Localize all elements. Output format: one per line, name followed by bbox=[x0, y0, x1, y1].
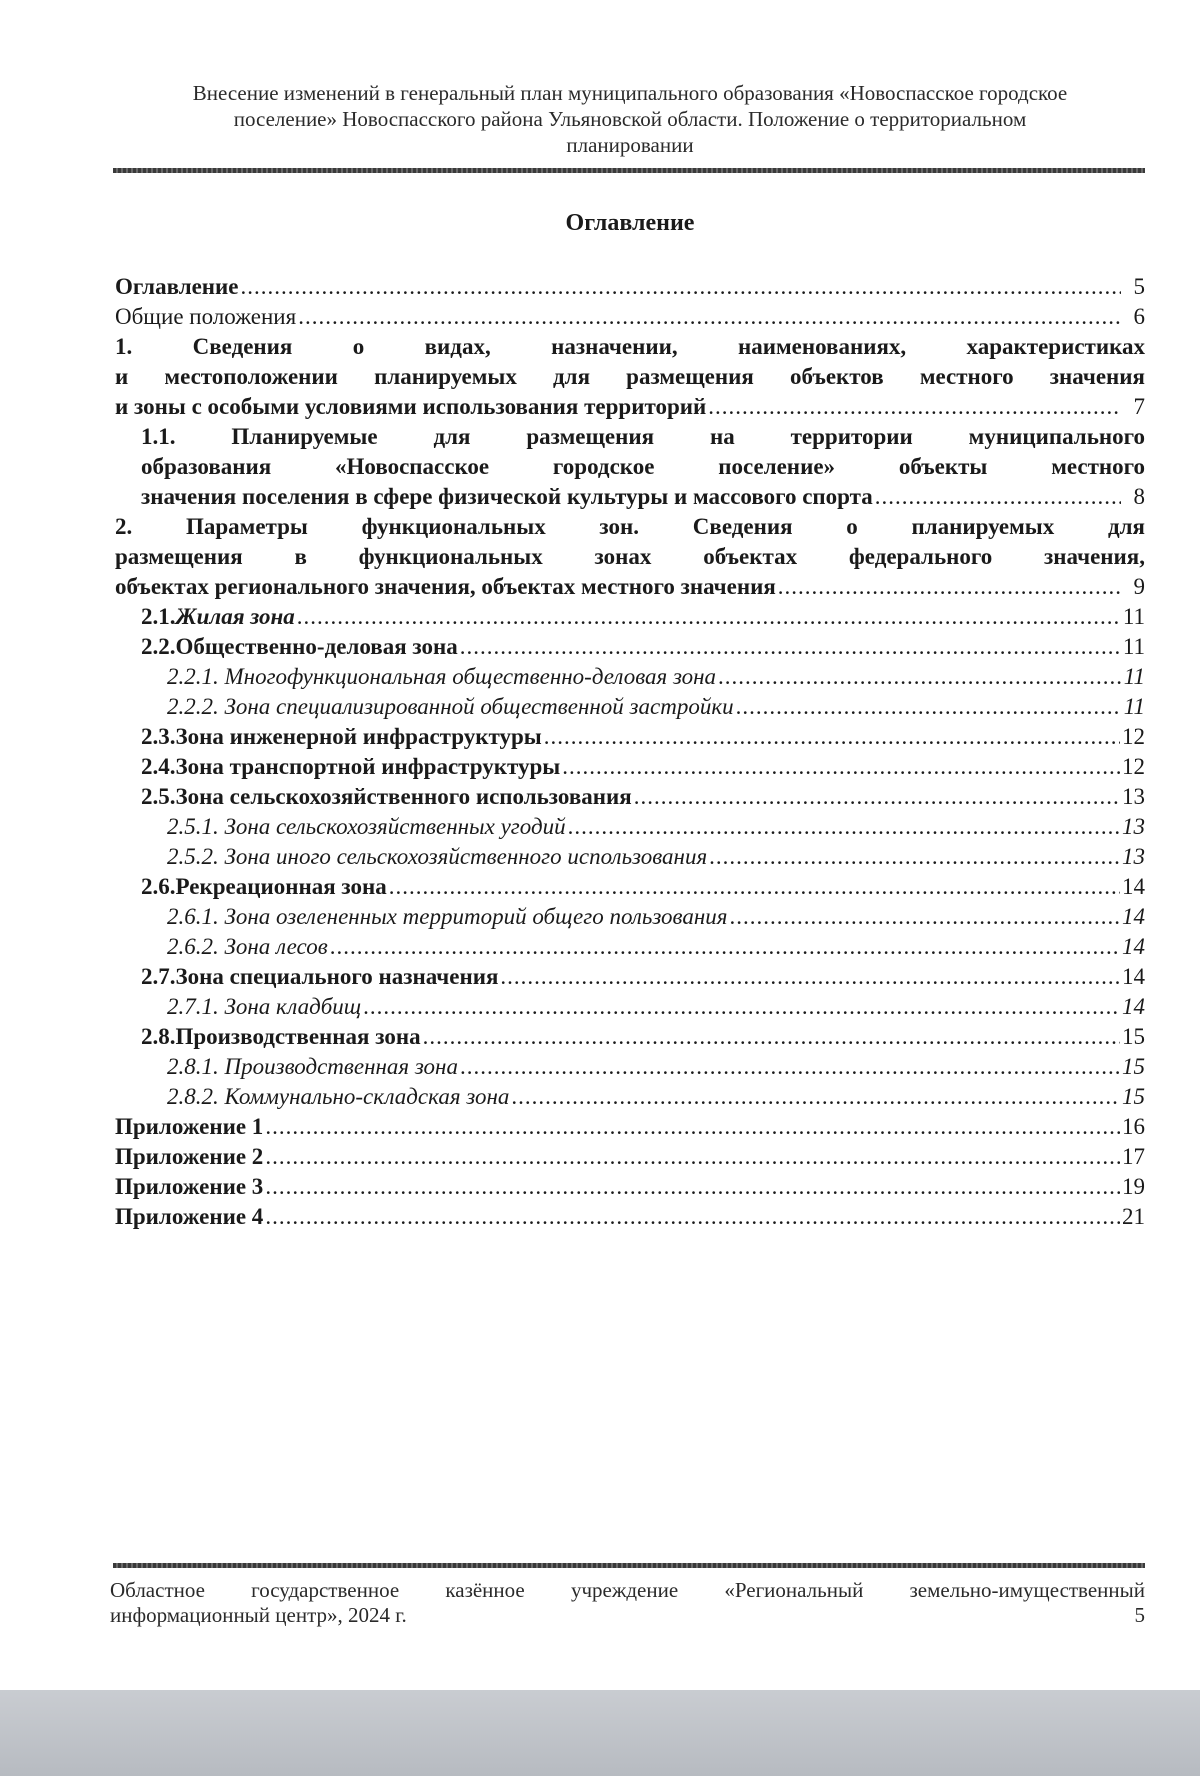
dot-leader bbox=[298, 302, 1121, 332]
toc-entry-page: 13 bbox=[1122, 784, 1145, 809]
toc-entry-page: 15 bbox=[1122, 1084, 1145, 1109]
dot-leader bbox=[460, 632, 1121, 662]
dot-leader bbox=[389, 872, 1120, 902]
toc-entry[interactable] bbox=[115, 1052, 1145, 1082]
toc-entry-page: 15 bbox=[1122, 1024, 1145, 1049]
toc-entry-label: 1.1. Планируемые для размещения на территории муниципального bbox=[141, 424, 1145, 449]
toc-entry-label: 2.2.2. Зона специализированной общественной застройки bbox=[167, 694, 734, 719]
toc-entry-page: 7 bbox=[1133, 394, 1145, 419]
toc-entry[interactable] bbox=[115, 902, 1145, 932]
toc-entry-number: 2.8. bbox=[141, 1024, 176, 1049]
toc-entry-label: 1. Сведения о видах, назначении, наименованиях, характеристиках bbox=[115, 334, 1145, 359]
toc-entry-page: 6 bbox=[1133, 304, 1145, 329]
dot-leader bbox=[709, 842, 1120, 872]
toc-entry-label: Приложение 2 bbox=[115, 1144, 264, 1169]
toc-entry-label: 2.5.2. Зона иного сельскохозяйственного использования bbox=[167, 844, 708, 869]
toc-entry[interactable] bbox=[115, 782, 1145, 812]
toc-entry-number: 2.7. bbox=[141, 964, 176, 989]
header-line-3: планировании bbox=[566, 133, 694, 157]
toc-entry-page: 14 bbox=[1122, 934, 1145, 959]
toc-entry[interactable] bbox=[115, 962, 1145, 992]
dot-leader bbox=[729, 902, 1120, 932]
dot-leader bbox=[875, 482, 1121, 512]
table-of-contents bbox=[115, 272, 1145, 1232]
toc-entry-page: 21 bbox=[1122, 1204, 1145, 1229]
toc-entry[interactable] bbox=[115, 1172, 1145, 1202]
toc-entry-label: Оглавление bbox=[115, 274, 239, 299]
toc-entry-page: 14 bbox=[1122, 964, 1145, 989]
dot-leader bbox=[568, 812, 1120, 842]
toc-entry-number: 2.6. bbox=[141, 874, 176, 899]
toc-entry-number: 2.1. bbox=[141, 604, 176, 629]
dot-leader bbox=[736, 692, 1121, 722]
header-rule bbox=[113, 168, 1145, 173]
toc-entry-label: Жилая зона bbox=[175, 604, 295, 629]
dot-leader bbox=[511, 1082, 1120, 1112]
toc-entry[interactable] bbox=[115, 872, 1145, 902]
toc-entry-label: 2.6.2. Зона лесов bbox=[167, 934, 328, 959]
dot-leader bbox=[265, 1142, 1120, 1172]
toc-entry-label: 2.7.1. Зона кладбищ bbox=[167, 994, 362, 1019]
toc-entry-label: Приложение 4 bbox=[115, 1204, 264, 1229]
toc-entry[interactable] bbox=[115, 1202, 1145, 1232]
dot-leader bbox=[460, 1052, 1120, 1082]
toc-entry-page: 17 bbox=[1122, 1144, 1145, 1169]
toc-entry-label: 2.8.2. Коммунально-складская зона bbox=[167, 1084, 510, 1109]
toc-entry[interactable] bbox=[115, 1082, 1145, 1112]
toc-entry[interactable] bbox=[115, 932, 1145, 962]
toc-entry-label: 2.2.1. Многофункциональная общественно-деловая зона bbox=[167, 664, 717, 689]
toc-entry-page: 15 bbox=[1122, 1054, 1145, 1079]
toc-entry-label: Приложение 1 bbox=[115, 1114, 264, 1139]
toc-entry-page: 11 bbox=[1123, 664, 1145, 689]
dot-leader bbox=[708, 392, 1121, 422]
footer-line-2: информационный центр», 2024 г. bbox=[110, 1603, 407, 1627]
toc-entry-number: 2.2. bbox=[141, 634, 176, 659]
dot-leader bbox=[265, 1112, 1120, 1142]
toc-entry-label: и местоположении планируемых для размещения объектов местного значения bbox=[115, 364, 1145, 389]
toc-entry-label: и зоны с особыми условиями использования территорий bbox=[115, 394, 707, 419]
toc-entry-label: значения поселения в сфере физической культуры и массового спорта bbox=[141, 484, 873, 509]
dot-leader bbox=[297, 602, 1121, 632]
toc-entry[interactable] bbox=[115, 842, 1145, 872]
toc-entry-number: 2.3. bbox=[141, 724, 176, 749]
toc-entry[interactable] bbox=[115, 722, 1145, 752]
toc-entry-label: Зона специального назначения bbox=[175, 964, 499, 989]
toc-entry-page: 12 bbox=[1122, 754, 1145, 779]
toc-entry-page: 5 bbox=[1133, 274, 1145, 299]
dot-leader bbox=[363, 992, 1120, 1022]
toc-entry-label: Общие положения bbox=[115, 304, 297, 329]
toc-entry[interactable] bbox=[115, 632, 1145, 662]
toc-entry-page: 14 bbox=[1122, 994, 1145, 1019]
toc-entry-page: 13 bbox=[1122, 814, 1145, 839]
footer-page-number: 5 bbox=[1134, 1603, 1145, 1627]
toc-entry[interactable] bbox=[115, 1022, 1145, 1052]
toc-entry-page: 11 bbox=[1122, 634, 1145, 659]
toc-entry-label: Рекреационная зона bbox=[175, 874, 387, 899]
toc-entry-page: 14 bbox=[1122, 904, 1145, 929]
dot-leader bbox=[500, 962, 1120, 992]
toc-entry[interactable] bbox=[115, 272, 1145, 302]
toc-entry-label: Зона сельскохозяйственного использования bbox=[175, 784, 632, 809]
toc-title: Оглавление bbox=[565, 210, 695, 236]
dot-leader bbox=[423, 1022, 1120, 1052]
toc-entry-label: Приложение 3 bbox=[115, 1174, 264, 1199]
toc-entry-number: 2.5. bbox=[141, 784, 176, 809]
toc-entry-page: 11 bbox=[1123, 694, 1145, 719]
toc-entry[interactable] bbox=[115, 812, 1145, 842]
header-line-1: Внесение изменений в генеральный план муниципального образования «Новоспасское городское bbox=[192, 81, 1068, 105]
toc-entry[interactable] bbox=[115, 692, 1145, 722]
toc-entry-number: 2.4. bbox=[141, 754, 176, 779]
toc-entry-label: Общественно-деловая зона bbox=[175, 634, 458, 659]
dot-leader bbox=[778, 572, 1121, 602]
toc-entry[interactable] bbox=[115, 1112, 1145, 1142]
toc-entry[interactable] bbox=[115, 422, 1145, 512]
toc-entry-page: 9 bbox=[1133, 574, 1145, 599]
toc-entry-label: Производственная зона bbox=[175, 1024, 421, 1049]
toc-entry-page: 14 bbox=[1122, 874, 1145, 899]
footer-line-1: Областное государственное казённое учреждение «Региональный земельно-имущественный bbox=[110, 1578, 1145, 1602]
toc-entry-page: 16 bbox=[1122, 1114, 1145, 1139]
toc-entry-label: образования «Новоспасское городское поселение» объекты местного bbox=[141, 454, 1145, 479]
toc-entry-label: размещения в функциональных зонах объектах федерального значения, bbox=[115, 544, 1145, 569]
dot-leader bbox=[265, 1202, 1120, 1232]
toc-entry-label: 2. Параметры функциональных зон. Сведения о планируемых для bbox=[115, 514, 1145, 539]
toc-entry[interactable] bbox=[115, 992, 1145, 1022]
toc-entry[interactable] bbox=[115, 332, 1145, 422]
dot-leader bbox=[265, 1172, 1120, 1202]
dot-leader bbox=[330, 932, 1120, 962]
toc-entry-page: 8 bbox=[1133, 484, 1145, 509]
running-header bbox=[115, 80, 1145, 158]
dot-leader bbox=[544, 722, 1120, 752]
dot-leader bbox=[718, 662, 1121, 692]
toc-entry-page: 11 bbox=[1122, 604, 1145, 629]
scanner-edge bbox=[0, 1690, 1200, 1776]
toc-entry-page: 12 bbox=[1122, 724, 1145, 749]
toc-entry[interactable] bbox=[115, 512, 1145, 602]
toc-entry-label: объектах регионального значения, объектах местного значения bbox=[115, 574, 776, 599]
toc-entry-page: 19 bbox=[1122, 1174, 1145, 1199]
header-line-2: поселение» Новоспасского района Ульяновской области. Положение о территориальном bbox=[233, 107, 1027, 131]
toc-entry[interactable] bbox=[115, 302, 1145, 332]
dot-leader bbox=[634, 782, 1120, 812]
footer-rule bbox=[113, 1563, 1145, 1568]
toc-entry[interactable] bbox=[115, 662, 1145, 692]
toc-entry-label: 2.5.1. Зона сельскохозяйственных угодий bbox=[167, 814, 566, 839]
toc-entry-label: 2.6.1. Зона озелененных территорий общего пользования bbox=[167, 904, 728, 929]
toc-entry-page: 13 bbox=[1122, 844, 1145, 869]
dot-leader bbox=[241, 272, 1121, 302]
toc-entry[interactable] bbox=[115, 752, 1145, 782]
dot-leader bbox=[562, 752, 1120, 782]
toc-entry-label: Зона транспортной инфраструктуры bbox=[175, 754, 561, 779]
toc-entry-label: Зона инженерной инфраструктуры bbox=[175, 724, 542, 749]
toc-entry-label: 2.8.1. Производственная зона bbox=[167, 1054, 458, 1079]
toc-entry[interactable] bbox=[115, 1142, 1145, 1172]
toc-entry[interactable] bbox=[115, 602, 1145, 632]
running-footer bbox=[110, 1578, 1145, 1628]
